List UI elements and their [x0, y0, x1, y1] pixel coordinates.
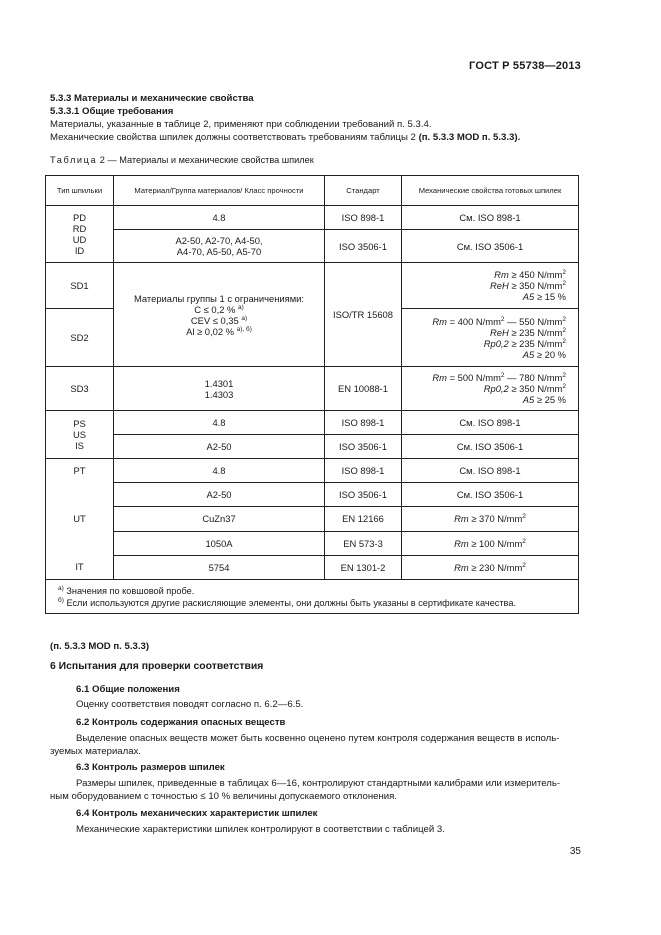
type-cell-ps: PS US IS	[46, 411, 114, 459]
standard-cell: ISO 3506-1	[325, 230, 402, 263]
page-number: 35	[569, 846, 581, 857]
standard-cell: EN 1301-2	[325, 555, 402, 579]
note-b: $^{б)}$ Если используются другие раскисляющие элементы, они должны быть указаны в сертификате качества.	[58, 597, 516, 608]
header-mech: Механические свойства готовых шпилек	[402, 176, 579, 206]
standard-cell: ISO 898-1	[325, 206, 402, 230]
mech-cell: Rm ≥ 230 $N/mm^2$	[402, 555, 579, 579]
material-cell: A2-50	[114, 483, 325, 507]
header-type: Тип шпильки	[46, 176, 114, 206]
table-row	[46, 263, 579, 309]
mech-cell: См. ISO 898-1	[402, 459, 579, 483]
standard-cell: EN 573-3	[325, 531, 402, 555]
type-cell-sd1: SD1	[46, 263, 114, 309]
material-cell: A2-50, A2-70, A4-50, A4-70, A5-50, A5-70	[114, 230, 325, 263]
material-cell: 1050A	[114, 531, 325, 555]
material-cell: 4.8	[114, 206, 325, 230]
material-cell-sd: Материалы группы 1 с ограничениями: C ≤ 0,2 % $^{a)}$ CEV ≤ 0,35 $^{a)}$ Al ≥ 0,02 % $^{a), б)}$	[114, 263, 325, 367]
table-header-row	[46, 176, 579, 206]
standard-cell: ISO 3506-1	[325, 483, 402, 507]
heading-5-3-3: 5.3.3 Материалы и механические свойства	[50, 93, 254, 104]
mech-cell: Rm ≥ 100 $N/mm^2$	[402, 531, 579, 555]
heading-section-6: 6 Испытания для проверки соответствия	[50, 661, 264, 672]
header-material: Материал/Группа материалов/ Класс прочности	[114, 176, 325, 206]
heading-6-2: 6.2 Контроль содержания опасных веществ	[76, 717, 286, 728]
mech-cell: См. ISO 3506-1	[402, 435, 579, 459]
mod-reference: (п. 5.3.3 MOD п. 5.3.3)	[50, 641, 150, 652]
standard-cell: ISO 898-1	[325, 459, 402, 483]
mech-cell: См. ISO 3506-1	[402, 230, 579, 263]
mech-cell: Rm ≥ 370 $N/mm^2$	[402, 507, 579, 531]
table-row	[46, 555, 579, 579]
table-row	[46, 411, 579, 435]
standard-number: ГОСТ Р 55738—2013	[469, 60, 581, 72]
material-cell: 4.8	[114, 459, 325, 483]
heading-6-4: 6.4 Контроль механических характеристик шпилек	[76, 808, 318, 819]
table-caption: Таблица 2 — Материалы и механические свойства шпилек	[50, 155, 314, 165]
type-cell-pd: PD RD UD ID	[46, 206, 114, 263]
paragraph-6-3: Размеры шпилек, приведенные в таблицах 6—16, контролируют стандартными калибрами или измеритель- ным оборудованием с точностью ≤ 10 % величины допускаемого отклонения.	[50, 778, 561, 802]
material-cell: A2-50	[114, 435, 325, 459]
mech-cell: См. ISO 898-1	[402, 206, 579, 230]
paragraph-6-4: Механические характеристики шпилек контролируют в соответствии с таблицей 3.	[76, 824, 445, 835]
paragraph-mech-props: Механические свойства шпилек должны соответствовать требованиям таблицы 2 (п. 5.3.3 MOD п. 5.3.3).	[50, 132, 521, 143]
table-row	[46, 531, 579, 555]
table-notes	[46, 580, 579, 614]
heading-6-1: 6.1 Общие положения	[76, 684, 180, 695]
type-cell-sd3: SD3	[46, 367, 114, 411]
standard-cell-sd: ISO/TR 15608	[325, 263, 402, 367]
table-row	[46, 206, 579, 230]
mech-cell: См. ISO 3506-1	[402, 483, 579, 507]
note-a: $^{а)}$ Значения по ковшовой пробе.	[58, 585, 195, 596]
header-standard: Стандарт	[325, 176, 402, 206]
materials-table	[45, 175, 579, 614]
type-cell-pt-ut-it: PT UT IT	[46, 459, 114, 580]
standard-cell: ISO 3506-1	[325, 435, 402, 459]
paragraph-materials: Материалы, указанные в таблице 2, применяют при соблюдении требований п. 5.3.4.	[50, 119, 432, 130]
mech-cell: См. ISO 898-1	[402, 411, 579, 435]
table-row	[46, 483, 579, 507]
paragraph-6-1: Оценку соответствия поводят согласно п. 6.2—6.5.	[76, 699, 304, 710]
table-row	[46, 435, 579, 459]
table-row	[46, 230, 579, 263]
table-row	[46, 507, 579, 531]
heading-6-3: 6.3 Контроль размеров шпилек	[76, 762, 225, 773]
mech-cell-sd2: Rm = 400 $N/mm^2$ — 550 $N/mm^2$ ReH ≥ 235 $N/mm^2$ Rp0,2 ≥ 235 $N/mm^2$ A5 ≥ 20 %	[402, 309, 579, 367]
table-row	[46, 367, 579, 411]
standard-cell-sd3: EN 10088-1	[325, 367, 402, 411]
mech-cell-sd1: Rm ≥ 450 $N/mm^2$ ReH ≥ 350 $N/mm^2$ A5 ≥ 15 %	[402, 263, 579, 309]
table-row	[46, 459, 579, 483]
heading-5-3-3-1: 5.3.3.1 Общие требования	[50, 106, 174, 117]
material-cell: 5754	[114, 555, 325, 579]
mech-cell-sd3: Rm = 500 $N/mm^2$ — 780 $N/mm^2$ Rp0,2 ≥ 350 $N/mm^2$ A5 ≥ 25 %	[402, 367, 579, 411]
paragraph-6-2: Выделение опасных веществ может быть косвенно оценено путем контроля содержания веществ в исполь- зуемых материалах.	[50, 733, 560, 757]
section-5-3-3	[50, 92, 584, 144]
material-cell-sd3: 1.4301 1.4303	[114, 367, 325, 411]
standard-cell: EN 12166	[325, 507, 402, 531]
table-notes-row	[46, 580, 579, 614]
material-cell: CuZn37	[114, 507, 325, 531]
type-cell-sd2: SD2	[46, 309, 114, 367]
material-cell: 4.8	[114, 411, 325, 435]
standard-cell: ISO 898-1	[325, 411, 402, 435]
